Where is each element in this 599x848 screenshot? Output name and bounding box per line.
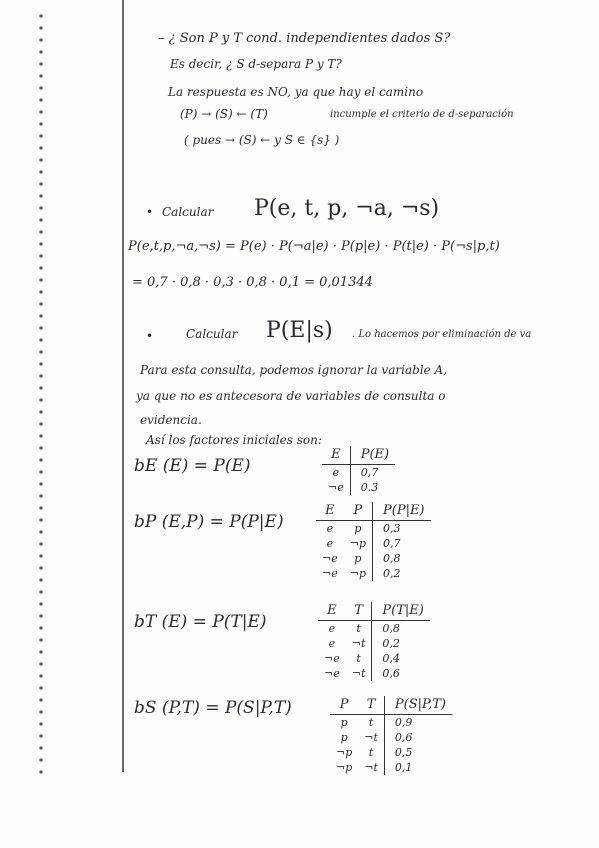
query-target: P(E|s) xyxy=(266,318,333,343)
cell: ¬p xyxy=(336,745,353,759)
table-row xyxy=(330,714,452,730)
header-cell: T xyxy=(358,696,384,714)
path-diagram: (P) → (S) ← (T) xyxy=(180,107,268,121)
cell: 0,4 xyxy=(372,651,430,666)
cell: 0,8 xyxy=(373,551,431,566)
cell: e xyxy=(332,465,340,479)
cell: 0,7 xyxy=(373,536,431,551)
header-cell: E xyxy=(318,602,346,620)
header-cell: T xyxy=(346,602,372,620)
table-row xyxy=(330,745,452,760)
cell: p xyxy=(354,551,362,565)
table-row xyxy=(318,636,430,651)
table-row xyxy=(316,520,431,536)
cell: p xyxy=(340,715,348,729)
cell: 0,8 xyxy=(372,620,430,636)
cell: 0,9 xyxy=(384,714,452,730)
joint-result: = 0,7 · 0,8 · 0,3 · 0,8 · 0,1 = 0,01344 xyxy=(132,275,373,290)
explanation-line-2: ya que no es antecesora de variables de consulta o xyxy=(136,389,446,403)
cell: 0,1 xyxy=(384,760,452,775)
header-cell: P(T|E) xyxy=(372,602,430,620)
cell: t xyxy=(368,745,374,759)
cell: 0,6 xyxy=(384,730,452,745)
margin-line xyxy=(122,0,124,772)
cell: ¬t xyxy=(351,667,366,681)
cell: ¬p xyxy=(336,761,353,775)
cell: ¬t xyxy=(351,636,366,650)
table-row xyxy=(318,666,430,681)
cell: p xyxy=(354,521,362,535)
table-row xyxy=(318,651,430,666)
factor-p-lhs: bP (E,P) = P(P|E) xyxy=(134,512,284,532)
cell: ¬t xyxy=(364,761,378,775)
cpt-p xyxy=(316,502,431,581)
independence-question: – ¿ Son P y T cond. independientes dados S? xyxy=(158,31,451,46)
cpt-e xyxy=(322,446,395,495)
cell: ¬p xyxy=(349,567,366,581)
calcular-label-3: Calcular xyxy=(186,327,238,341)
joint-expansion: P(e,t,p,¬a,¬s) = P(e) · P(¬a|e) · P(p|e) · P(t|e) · P(¬s|p,t) xyxy=(128,239,500,254)
table-row xyxy=(330,730,452,745)
explanation-line-4: Así los factores iniciales son: xyxy=(146,433,322,447)
table-row xyxy=(316,536,431,551)
table-row xyxy=(330,760,452,775)
cell: 0,5 xyxy=(384,745,452,760)
explanation-line-3: evidencia. xyxy=(140,413,202,427)
header-cell: P(P|E) xyxy=(373,502,431,520)
cell: 0,2 xyxy=(373,566,431,581)
cell: ¬e xyxy=(322,551,338,565)
cell: t xyxy=(368,715,374,729)
cell: ¬e xyxy=(322,567,338,581)
reason-note: ( pues → (S) ← y S ∈ {s} ) xyxy=(184,133,340,147)
cpt-t xyxy=(318,602,430,681)
cell: ¬e xyxy=(324,667,340,681)
explanation-line-1: Para esta consulta, podemos ignorar la variable A, xyxy=(140,363,448,377)
header-cell: P(E) xyxy=(350,446,395,464)
joint-target: P(e, t, p, ¬a, ¬s) xyxy=(254,196,440,221)
cell: ¬p xyxy=(349,536,366,550)
cell: 0,6 xyxy=(372,666,430,681)
calcular-label-2: Calcular xyxy=(162,205,214,219)
header-cell: E xyxy=(322,446,350,464)
header-cell: E xyxy=(316,502,344,520)
violation-note: incumple el criterio de d-separación xyxy=(330,109,514,120)
cell: 0,2 xyxy=(372,636,430,651)
factor-e-lhs: bE (E) = P(E) xyxy=(134,456,251,476)
header-cell: P(S|P,T) xyxy=(384,696,452,714)
method-note: . Lo hacemos por eliminación de va xyxy=(352,329,532,340)
factor-s-lhs: bS (P,T) = P(S|P,T) xyxy=(134,698,292,718)
cell: e xyxy=(328,636,336,650)
binder-holes xyxy=(38,10,44,780)
cell: e xyxy=(326,521,334,535)
bullet-3: • xyxy=(146,329,154,343)
cell: t xyxy=(356,651,361,665)
table-row xyxy=(322,464,395,480)
cell: 0.3 xyxy=(350,480,395,495)
cell: ¬e xyxy=(324,651,340,665)
d-separation-rephrase: Es decir, ¿ S d-separa P y T? xyxy=(170,57,342,71)
table-row xyxy=(322,480,395,495)
cell: 0,3 xyxy=(373,520,431,536)
bullet-2: • xyxy=(146,205,154,219)
factor-t-lhs: bT (E) = P(T|E) xyxy=(134,612,267,632)
cell: e xyxy=(326,536,334,550)
table-row xyxy=(316,566,431,581)
cell: ¬t xyxy=(364,730,378,744)
table-row xyxy=(318,620,430,636)
header-cell: P xyxy=(344,502,373,520)
cell: e xyxy=(328,621,336,635)
header-cell: P xyxy=(330,696,358,714)
table-row xyxy=(316,551,431,566)
cpt-s xyxy=(330,696,452,775)
cell: 0,7 xyxy=(350,464,395,480)
cell: p xyxy=(340,730,348,744)
cell: ¬e xyxy=(328,480,344,494)
cell: t xyxy=(356,621,361,635)
answer-line: La respuesta es NO, ya que hay el camino xyxy=(168,85,424,99)
